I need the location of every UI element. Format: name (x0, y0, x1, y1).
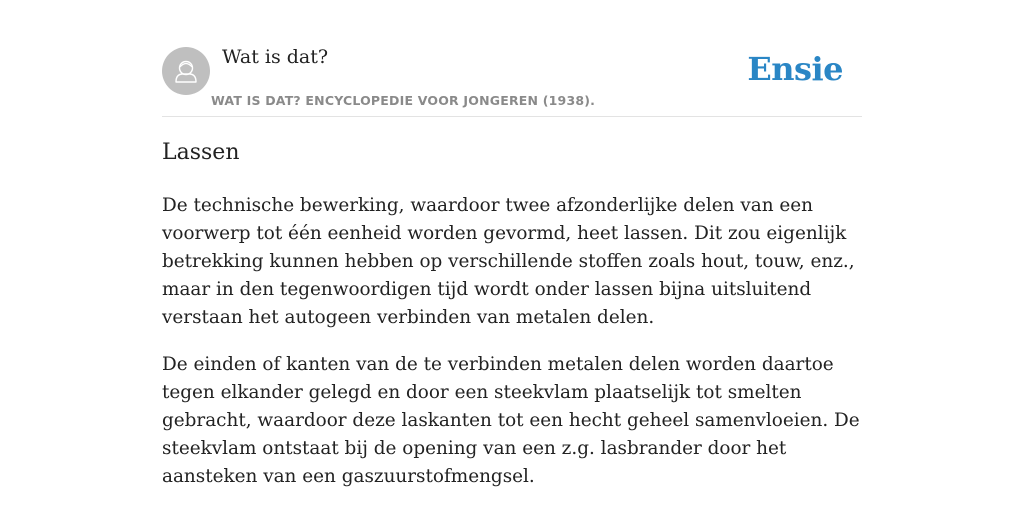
user-avatar-icon (162, 47, 210, 95)
article-body (162, 192, 862, 510)
article-paragraph: De technische bewerking, waardoor twee afzonderlijke delen van een voorwerp tot één eenheid worden gevormd, heet lassen. Dit zou eigenlijk betrekking kunnen hebben op verschillende stoffen zoals hout, touw, enz., maar in den tegenwoordigen tijd wordt onder lassen bijna uitsluitend verstaan het autogeen verbinden van metalen delen. (162, 195, 855, 328)
brand-logo[interactable]: Ensie (747, 50, 843, 88)
author-name[interactable]: Wat is dat? (222, 46, 329, 68)
source-citation[interactable]: WAT IS DAT? ENCYCLOPEDIE VOOR JONGEREN (1938). (211, 93, 596, 108)
article-header (162, 46, 862, 117)
article-title: Lassen (162, 140, 240, 165)
article-paragraph: De einden of kanten van de te verbinden metalen delen worden daartoe tegen elkander gelegd en door een steekvlam plaatselijk tot smelten gebracht, waardoor deze laskanten tot een hecht geheel samenvloeien. De steekvlam ontstaat bij de opening van een z.g. lasbrander door het aansteken van een gaszuurstofmengsel. (162, 354, 860, 487)
author-avatar[interactable] (162, 47, 210, 95)
